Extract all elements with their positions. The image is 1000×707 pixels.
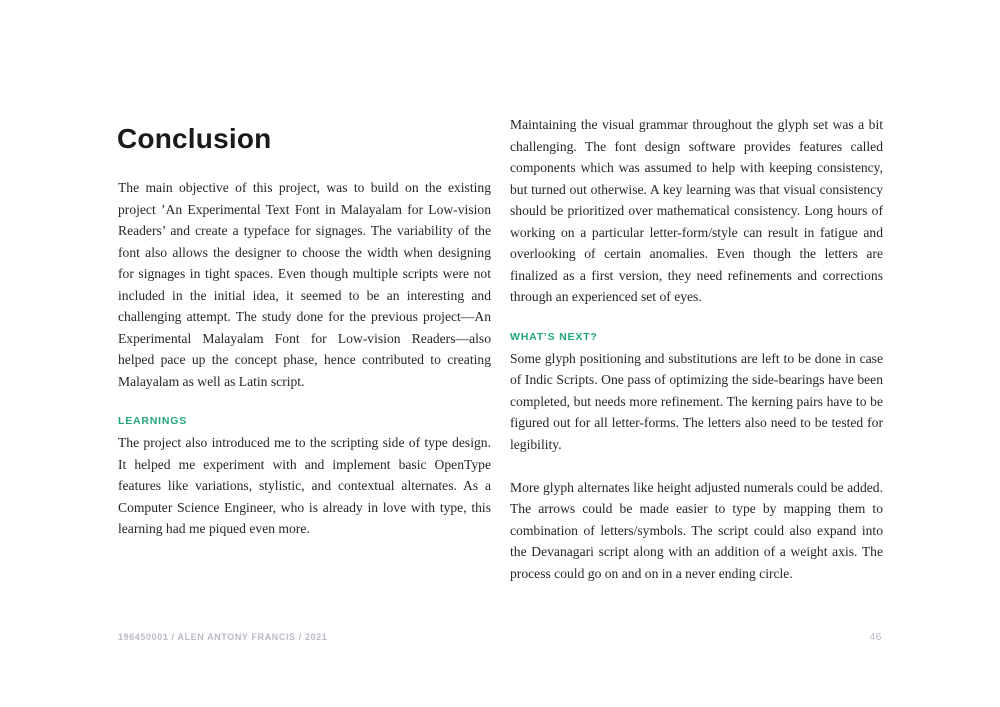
- spacer: [510, 308, 883, 330]
- intro-paragraph: The main objective of this project, was to build on the existing project ’An Experimental Text Font in Malayalam for Low-vision Readers’ and create a typeface for signages. The variability of the font also allows the designer to choose the width when designing for signages in tight spaces. Even though multiple scripts were not included in the initial idea, it seemed to be an interesting and challenging attempt. The study done for the previous project—An Experimental Malayalam Font for Low-vision Readers—also helped pace up the concept phase, hence contributed to creating Malayalam as well as Latin script.: [118, 180, 491, 389]
- left-column: [118, 177, 491, 540]
- spacer: [510, 455, 883, 477]
- page-title: Conclusion: [117, 123, 272, 154]
- whats-next-heading: WHAT’S NEXT?: [510, 330, 598, 343]
- footer-credit: 196450001 / ALEN ANTONY FRANCIS / 2021: [118, 632, 328, 642]
- spacer: [118, 392, 491, 414]
- page-number: 46: [869, 631, 882, 643]
- learnings-paragraph: The project also introduced me to the scripting side of type design. It helped me experiment with and implement basic OpenType features like variations, stylistic, and contextual alternates. As a Computer Science Engineer, who is already in love with type, this learning had me piqued even more.: [118, 435, 491, 536]
- whats-next-paragraph-1: Some glyph positioning and substitutions are left to be done in case of Indic Scripts. One pass of optimizing the side-bearings have been completed, but needs more refinement. The kerning pairs have to be figured out for all letter-forms. The letters also need to be tested for legibility.: [510, 350, 883, 452]
- learnings-heading: LEARNINGS: [118, 415, 188, 427]
- right-column: [510, 114, 883, 584]
- consistency-paragraph: Maintaining the visual grammar throughout the glyph set was a bit challenging. The font design software provides features called components which was assumed to help with keeping consistency, but turned out otherwise. A key learning was that visual consistency should be prioritized over mathematical consistency. Long hours of working on a particular letter-form/style can result in fatigue and overlooking of certain anomalies. Even though the letters are finalized as a first version, they need refinements and corrections through an experienced set of eyes.: [510, 117, 883, 304]
- whats-next-paragraph-2: More glyph alternates like height adjusted numerals could be added. The arrows could be made easier to type by mapping them to combination of letters/symbols. The script could also expand into the Devanagari script along with an addition of a weight axis. The process could go on and on in a never ending circle.: [510, 479, 883, 581]
